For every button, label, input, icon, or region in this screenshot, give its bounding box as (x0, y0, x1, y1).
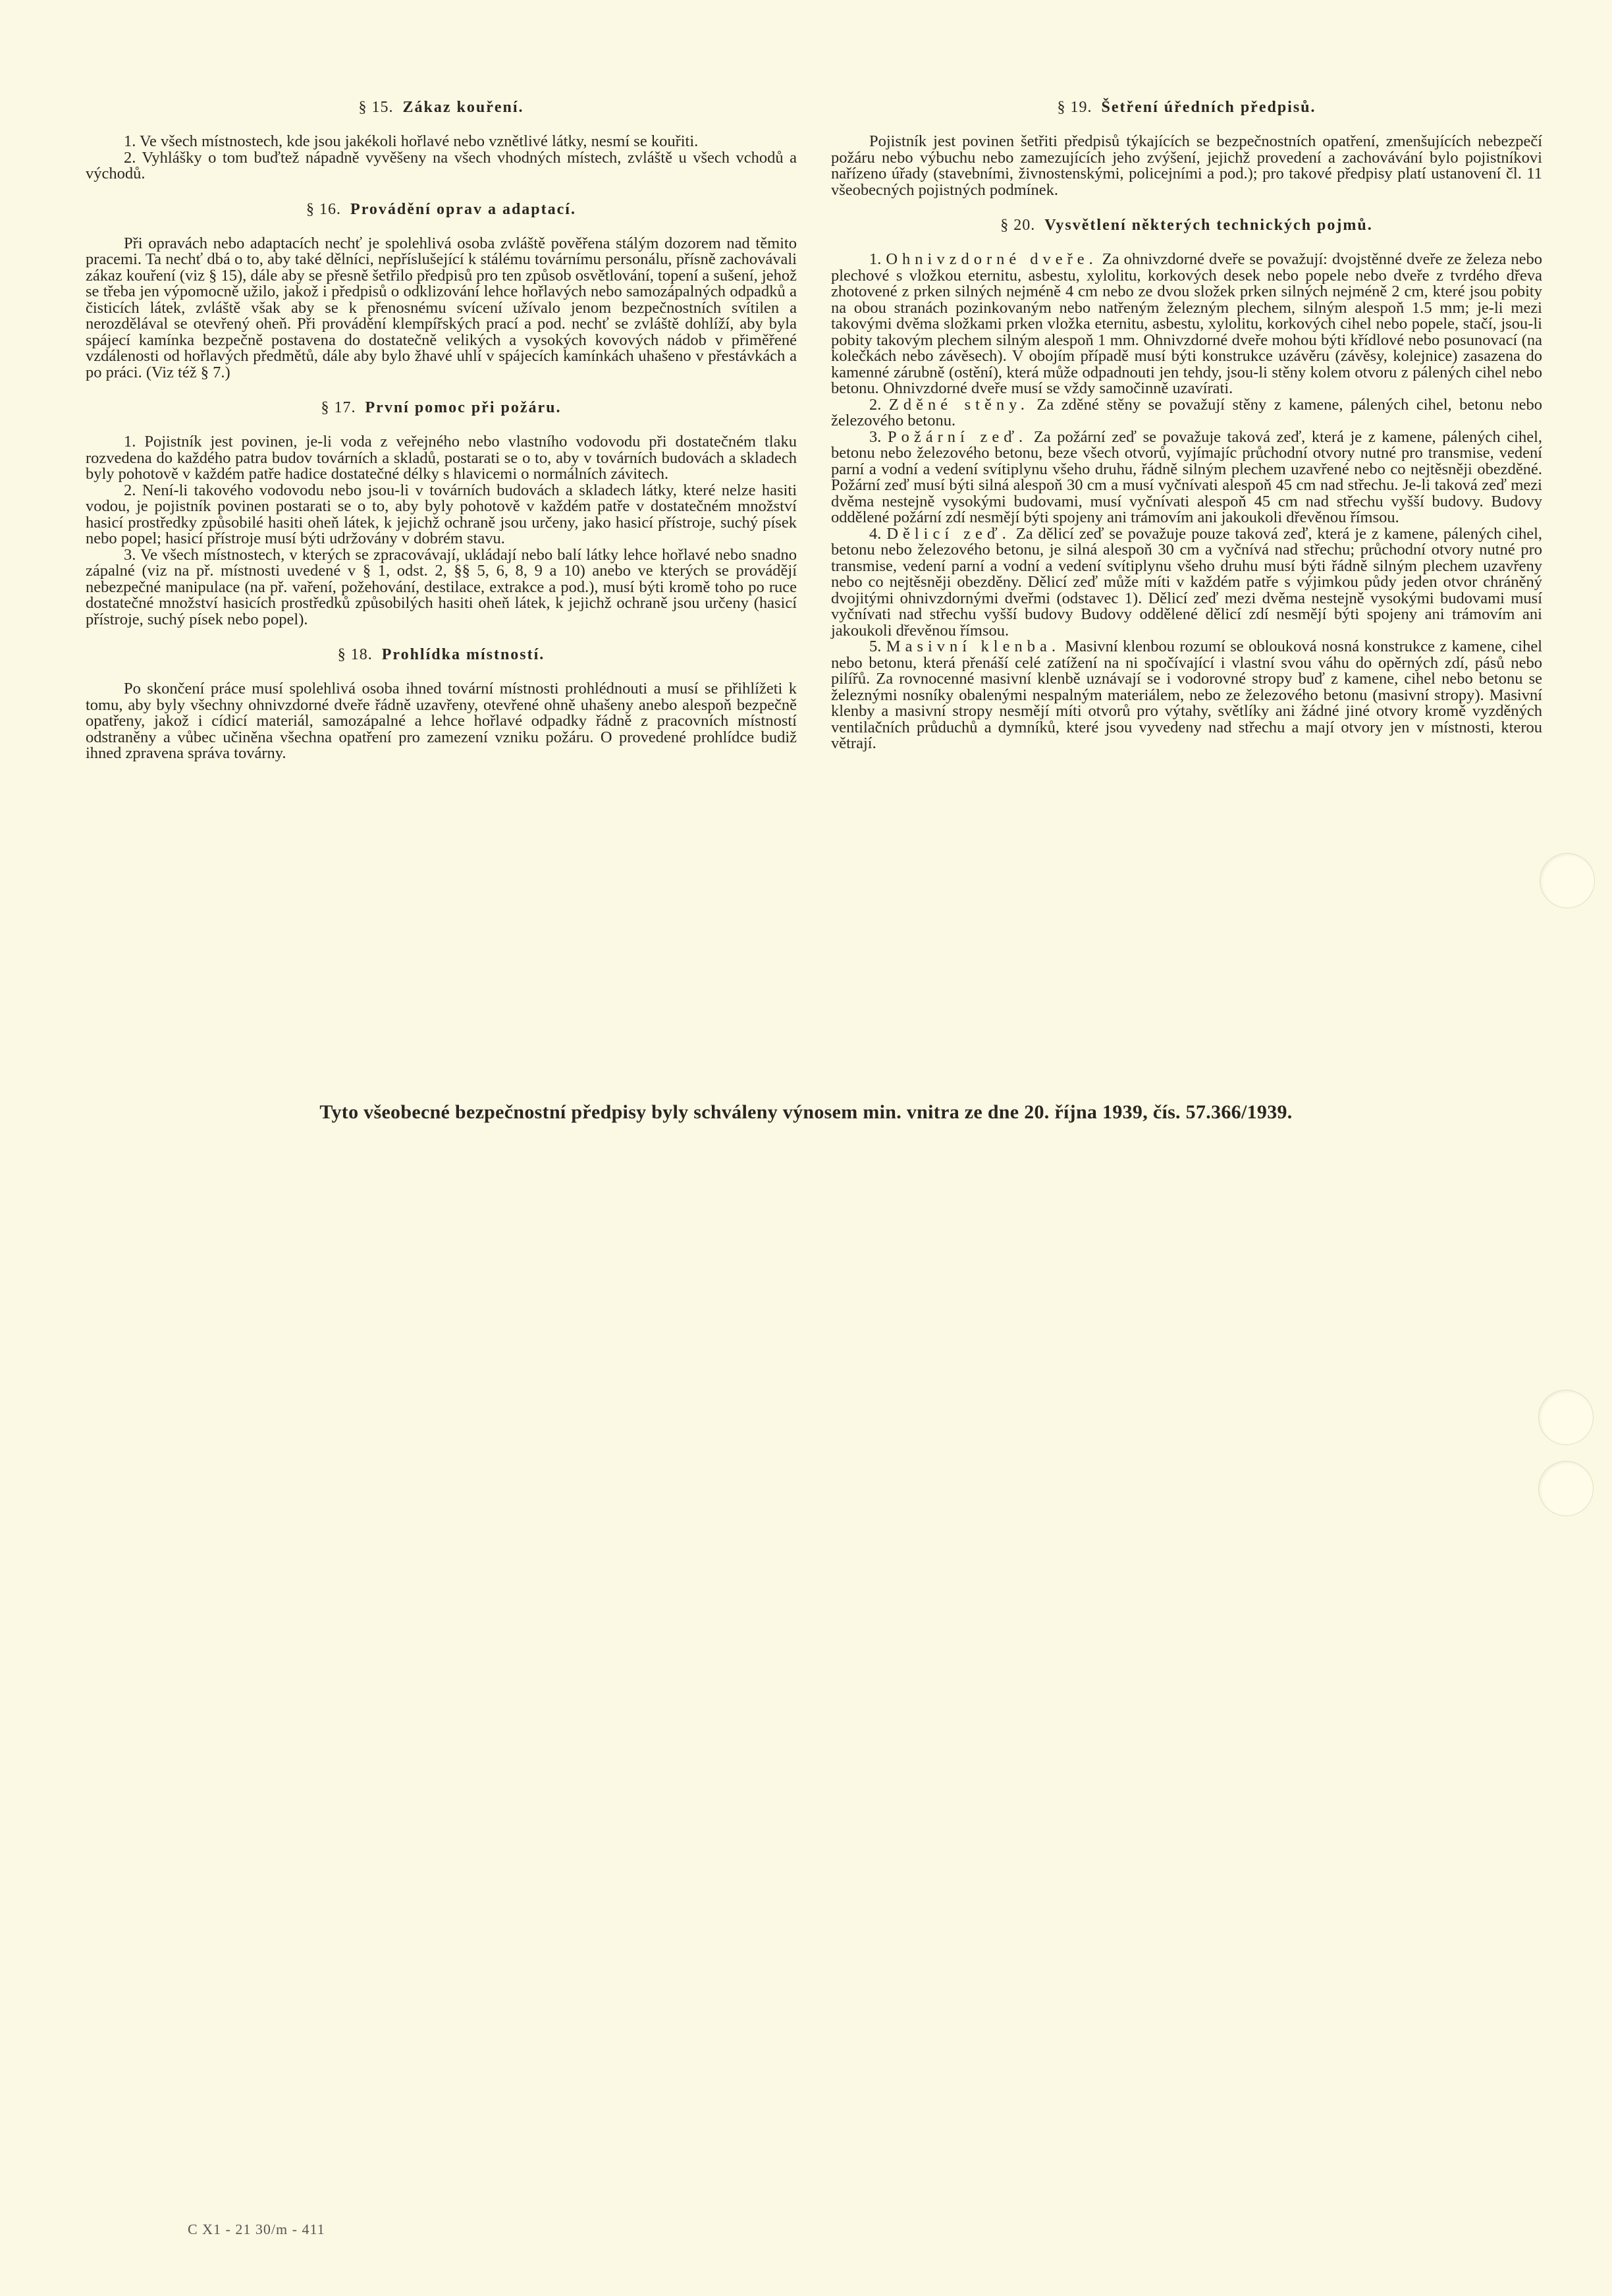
definition-2: 2. Zděné stěny. Za zděné stěny se považují stěny z kamene, pálených cihel, betonu nebo železového betonu. (831, 395, 1543, 429)
definition-4: 4. Dělicí zeď. Za dělicí zeď se považuje pouze taková zeď, která je z kamene, pálených cihel, betonu nebo železového betonu, je silná alespoň 30 cm a vyčnívá nad střechu; průchodní otvory nutné pro transmise, vedení parní a vodní a vedení svítiplynu všeho druhu musí býti řádně silným plechem uzavřeny nebo co nejtěsněji obezděny. Dělicí zeď může míti v každém patře s výjimkou půdy jeden otvor chráněný dvojitými ohnivzdornými dveřmi (odstavec 1). Dělicí zeď mezi dvěma nestejně vysokými budovami musí vyčnívati nad střechu vyšší budovy Budovy oddělené dělicí zdí nesmějí býti spojeny ani trámovím ani jakoukoli dřevěnou římsou. (831, 524, 1543, 640)
section-18-heading: § 18. Prohlídka místností. (337, 646, 545, 663)
approval-statement: Tyto všeobecné bezpečnostní předpisy byly schváleny výnosem min. vnitra ze dne 20. října 1939, čís. 57.366/1939. (319, 1101, 1293, 1123)
definition-3: 3. Požární zeď. Za požární zeď se považuje taková zeď, která je z kamene, pálených cihel, betonu nebo železového betonu, beze všech otvorů, vyjímajíc průchodní otvory nutné pro transmise, vedení parní a vodní a vedení svítiplynu všeho druhu, řádně silným plechem uzavřené nebo co nejtěsněji obezděné. Požární zeď musí býti silná alespoň 30 cm a musí vyčnívati alespoň 45 cm nad střechu. Je-li taková zeď mezi dvěma nestejně vysokými budovami, musí vyčnívati alespoň 45 cm nad střechu vyšší budovy. Budovy oddělené požární zdí nesmějí býti spojeny ani trámovím ani jakoukoli dřevěnou římsou. (831, 427, 1543, 526)
section-19-para-1: Pojistník jest povinen šetřiti předpisů týkajících se bezpečnostních opatření, zmenšujících nebezpečí požáru nebo výbuchu nebo zamezujících jeho zvýšení, jejichž provedení a zachovávání bylo pojistníkovi nařízeno úřady (stavebními, živnostenskými, policejními a pod.); pro takové předpisy platí ustanovení čl. 11 všeobecných pojistných podmínek. (831, 132, 1542, 199)
definition-1: 1. Ohnivzdorné dveře. Za ohnivzdorné dveře se považují: dvojstěnné dveře ze železa nebo plechové s vložkou eternitu, asbestu, xylolitu, korkových desek nebo popele nebo dveře z tvrdého dřeva zhotovené z prken silných nejméně 4 cm nebo ze dvou složek prken silných nejméně 2 cm, které jsou pobity na obou stranách pozinkovaným nebo natřeným železným plechem, silným alespoň 1.5 mm; je-li mezi takovými dvěma složkami prken vložka eternitu, asbestu, xylolitu, korkových cihel nebo popele, stačí, jsou-li pobity takovým plechem silným alespoň 1 mm. Ohnivzdorné dveře mohou býti křídlové nebo posunovací (na kolečkách nebo závěsech). V obojím případě musí býti konstrukce uzávěru (závěsy, kolejnice) zasazena do kamenné zárubně (ostění), která může odpadnouti jen tehdy, jsou-li stěny kolem otvoru z pálených cihel nebo betonu. Ohnivzdorné dveře musí se vždy samočinně uzavírati. (831, 250, 1542, 397)
section-15-heading: § 15. Zákaz kouření. (358, 99, 524, 116)
punch-hole-middle (1538, 1390, 1594, 1445)
section-15-para-1: 1. Ve všech místnostech, kde jsou jakékoli hořlavé nebo vznětlivé látky, nesmí se kouřiti. (124, 132, 699, 150)
definition-5-term: Masivní klenba. (886, 638, 1060, 655)
section-19-heading: § 19. Šetření úředních předpisů. (1057, 99, 1316, 116)
definition-1-term: Ohnivzdorné dveře. (886, 250, 1098, 268)
definition-2-term: Zděné stěny. (888, 395, 1029, 414)
section-17-para-2: 2. Není-li takového vodovodu nebo jsou-li v továrních budovách a skladech látky, které nelze hasiti vodou, je pojistník povinen postarati se o to, aby byly pohotově v každém patře v dostatečném množství hasicí prostředky způsobilé hasiti oheň látek, k jejichž ochraně jsou určeny, jako hasicí přístroje, suchý písek nebo popel; hasicí přístroje musí býti udržovány v dobrém stavu. (86, 481, 797, 547)
section-16-heading: § 16. Provádění oprav a adaptací. (306, 200, 576, 218)
right-column (831, 99, 1542, 752)
section-15-para-2: 2. Vyhlášky o tom buďtež nápadně vyvěšeny na všech vhodných místech, zvláště u všech vchodů a východů. (86, 148, 797, 182)
left-column (86, 99, 797, 762)
print-code: C X1 - 21 30/m - 411 (188, 2221, 325, 2237)
section-18-para-1: Po skončení práce musí spolehlivá osoba ihned tovární místnosti prohlédnouti a musí se přihlížeti k tomu, aby byly všechny ohnivzdorné dveře řádně uzavřeny, otevřené ohně uhašeny anebo alespoň bezpečně opatřeny, jakož i cídicí materiál, samozápalné a lehce hořlavé odpadky řádně z pracovních místností odstraněny a vůbec učiněna všechna opatření pro zamezení vzniku požáru. O provedené prohlídce budiž ihned zpravena správa továrny. (86, 680, 797, 762)
section-17-heading: § 17. První pomoc při požáru. (321, 399, 562, 416)
section-20-heading: § 20. Vysvětlení některých technických pojmů. (1000, 217, 1373, 234)
punch-hole-bottom (1538, 1461, 1594, 1516)
definition-3-term: Požární zeď. (888, 427, 1028, 446)
section-17-para-1: 1. Pojistník jest povinen, je-li voda z veřejného nebo vlastního vodovodu při dostatečném tlaku rozvedena do každého patra budov továrních a skladů, postarati se o to, aby v továrních budovách a skladech byly pohotově v každém patře hadice dostatečné délky s hlavicemi o normálních závitech. (86, 433, 797, 483)
definition-4-term: Dělicí zeď. (886, 524, 1011, 543)
section-16-para-1: Při opravách nebo adaptacích nechť je spolehlivá osoba zvláště pověřena stálým dozorem nad těmito pracemi. Ta nechť dbá o to, aby také dělníci, nepříslušející k stálému továrnímu personálu, přísně zachovávali zákaz kouření (viz § 15), dále aby se přesně šetřilo předpisů pro ten způsob osvětlování, topení a sušení, jehož se třeba jen výpomocně užilo, jakož i předpisů o odklizování lehce hořlavých nebo samozápalných odpadků a čisticích látek, zvláště však aby se k přenosnému svícení užívalo jenom bezpečnostních svítilen a nerozdělával se otevřený oheň. Při provádění klempířských prací a pod. nechť se zvláště dohlíží, aby byla spájecí kamínka bezpečně postavena do dostatečně velikých a vysokých kovových nádob v přiměřené vzdálenosti od hořlavých předmětů, dále aby bylo žhavé uhlí v spájecích kamínkách uhašeno v přestávkách a po práci. (Viz též § 7.) (86, 234, 797, 381)
section-17-para-3: 3. Ve všech místnostech, v kterých se zpracovávají, ukládají nebo balí látky lehce hořlavé nebo snadno zápalné (viz na př. místnosti uvedené v § 1, odst. 2, §§ 5, 6, 8, 9 a 10) anebo ve kterých se provádějí nebezpečné manipulace (na př. vaření, požehování, destilace, extrakce a pod.), musí býti kromě toho po ruce dostatečné množství hasicích prostředků způsobilých hasiti oheň látek, k jejichž ochraně jsou určeny (hasicí přístroje, suchý písek nebo popel). (86, 545, 797, 628)
definition-5: 5. Masivní klenba. Masivní klenbou rozumí se oblouková nosná konstrukce z kamene, cihel nebo betonu, která přenáší celé zatížení na ni spočívající i vlastní svou váhu do opěrných zdí, pásů nebo pilířů. Za rovnocenné masivní klenbě uznávají se i vodorovné stropy buď z kamene, cihel nebo betonu se železnými nosníky obalenými nespalným materiálem, nebo ze železového betonu (masivní stropy). Masivní klenby a masivní stropy nesmějí míti otvorů pro výtahy, světlíky ani žádné jiné otvory kromě vyzděných ventilačních průduchů a dymníků, které jsou vyvedeny nad střechu a mají otvory jen v místnosti, kterou větrají. (831, 638, 1543, 752)
punch-hole-top (1540, 853, 1595, 908)
